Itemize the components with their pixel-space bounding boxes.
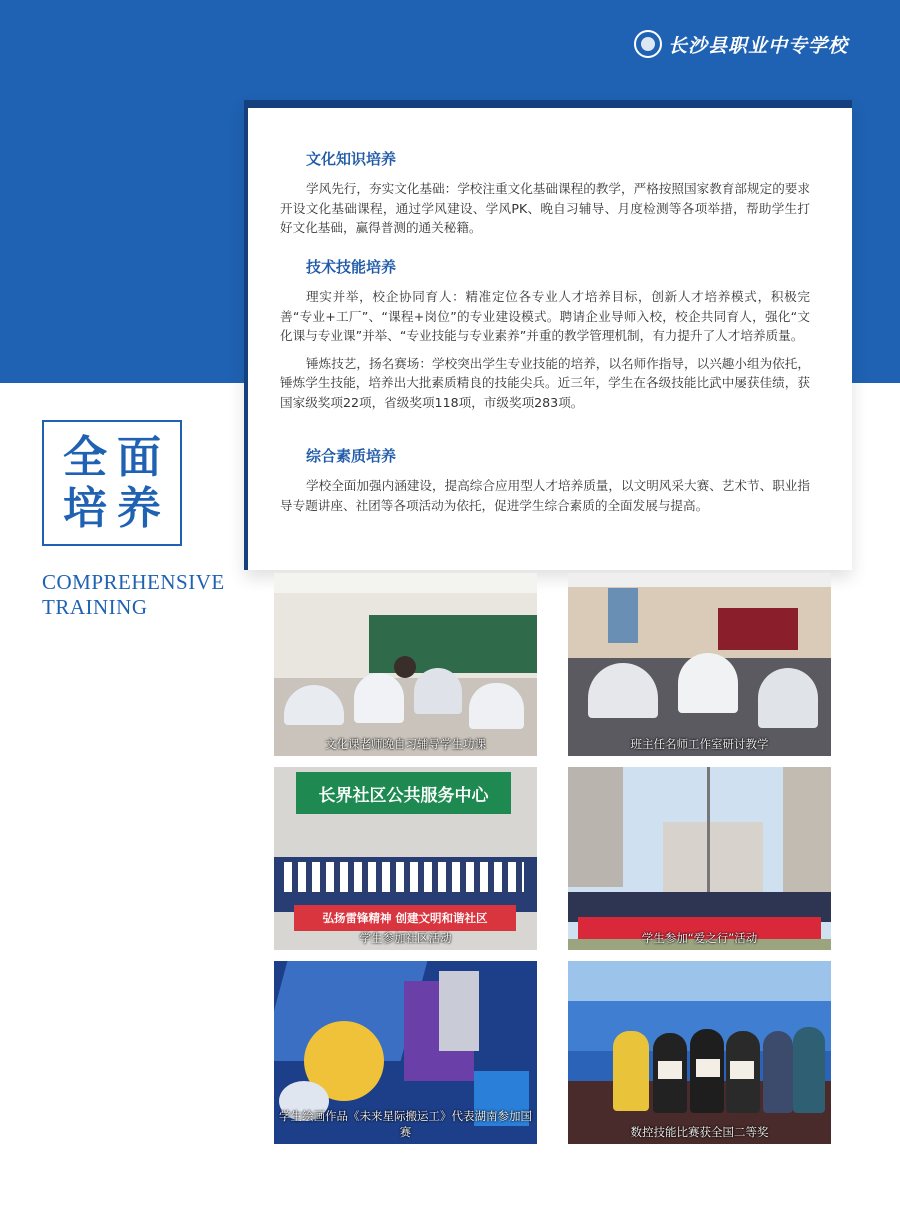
photo-community-event — [274, 767, 537, 950]
english-title-line1: COMPREHENSIVE — [42, 570, 225, 594]
photo-student-painting — [274, 961, 537, 1144]
school-logo — [634, 30, 848, 58]
section-paragraph: 学校全面加强内涵建设，提高综合应用型人才培养质量，以文明风采大赛、艺术节、职业指导专题讲座、社团等各项活动为依托，促进学生综合素质的全面发展与提高。 — [280, 478, 810, 513]
school-name: 长沙县职业中专学校 — [667, 34, 848, 57]
photo-teacher-workshop — [568, 573, 831, 756]
photo-caption: 数控技能比赛获全国二等奖 — [630, 1125, 769, 1139]
english-title — [42, 570, 225, 620]
photo-classroom-tutoring — [274, 573, 537, 756]
section-heading: 技术技能培养 — [306, 258, 397, 276]
title-char: 全 — [63, 431, 107, 483]
community-center-sign: 长界社区公共服务中心 — [296, 772, 511, 814]
title-char: 面 — [117, 431, 161, 483]
photo-caption: 学生参加“爱之行”活动 — [641, 931, 758, 945]
title-char: 养 — [117, 482, 161, 534]
photo-caption: 文化课老师晚自习辅导学生功课 — [325, 737, 486, 751]
section-heading: 综合素质培养 — [306, 447, 397, 465]
english-title-line2: TRAINING — [42, 595, 148, 619]
section-paragraph: 学风先行，夯实文化基础：学校注重文化基础课程的教学，严格按照国家教育部规定的要求开设文化基础课程，通过学风建设、学风PK、晚自习辅导、月度检测等各项举措，帮助学生打好文化基础，赢得普测的通关秘籍。 — [280, 181, 810, 235]
photo-caption: 学生参加社区活动 — [359, 931, 452, 945]
section-culture — [280, 148, 810, 246]
photo-caption: 班主任名师工作室研讨教学 — [630, 737, 769, 751]
school-seal-icon — [634, 30, 662, 58]
title-char: 培 — [63, 482, 107, 534]
page-title-box — [42, 420, 182, 546]
photo-cnc-award — [568, 961, 831, 1144]
section-quality — [280, 445, 810, 523]
section-skills — [280, 256, 810, 420]
photo-campus-activity — [568, 767, 831, 950]
section-heading: 文化知识培养 — [306, 150, 397, 168]
section-paragraph: 理实并举，校企协同育人：精准定位各专业人才培养目标，创新人才培养模式，积极完善“专业+工厂”、“课程+岗位”的专业建设模式。聘请企业导师入校，校企共同育人，强化“文化课与专业课”并举、“专业技能与专业素养”并重的教学管理机制，有力提升了人才培养质量。 — [280, 289, 810, 343]
red-banner: 弘扬雷锋精神 创建文明和谐社区 — [294, 905, 516, 931]
section-paragraph: 锤炼技艺，扬名赛场：学校突出学生专业技能的培养，以名师作指导，以兴趣小组为依托，锤炼学生技能，培养出大批素质精良的技能尖兵。近三年，学生在各级技能比武中屡获佳绩，获国家级奖项22项，省级奖项118项，市级奖项283项。 — [280, 355, 810, 410]
photo-caption: 学生绘画作品《未来星际搬运工》代表湖南参加国赛 — [279, 1109, 532, 1139]
